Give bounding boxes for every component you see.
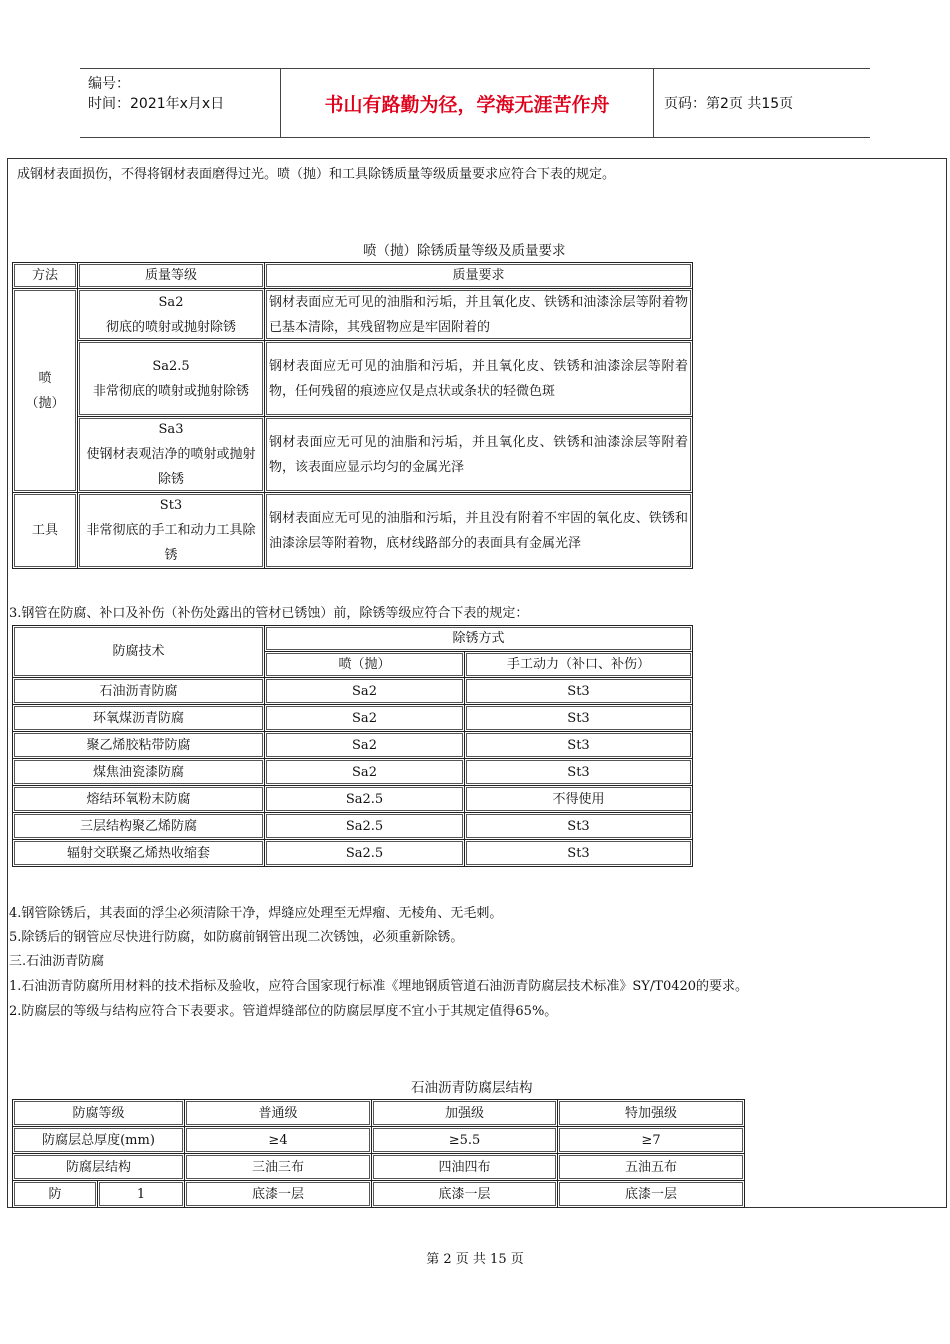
header-cell: 喷（抛） [265, 652, 465, 678]
manual-cell: St3 [465, 840, 693, 867]
serial-label: 编号： [88, 76, 130, 92]
item-3: 3.钢管在防腐、补口及补伤（补伤处露出的管材已锈蚀）前，除锈等级应符合下表的规定： [9, 606, 529, 621]
table-row [13, 678, 693, 705]
blast-cell: Sa2 [265, 705, 465, 732]
table-row [13, 840, 693, 867]
table-row [13, 786, 693, 813]
manual-cell: St3 [465, 732, 693, 759]
requirement-cell: 钢材表面应无可见的油脂和污垢，并且氧化皮、铁锈和油漆涂层等附着物已基本清除，其残留物应是牢固附着的 [265, 289, 693, 341]
blast-cell: Sa2.5 [265, 813, 465, 840]
manual-cell: St3 [465, 705, 693, 732]
header-cell: 手工动力（补口、补伤） [465, 652, 693, 678]
table-row [13, 813, 693, 840]
table-row [13, 417, 693, 493]
header-cell: 除锈方式 [265, 626, 693, 652]
header-cell: 防腐技术 [13, 626, 265, 678]
table-row [13, 759, 693, 786]
tech-cell: 三层结构聚乙烯防腐 [13, 813, 265, 840]
table-row [13, 1181, 745, 1208]
blast-cell: Sa2 [265, 732, 465, 759]
value-cell: 底漆一层 [185, 1181, 372, 1208]
table3-caption: 石油沥青防腐层结构 [411, 1080, 533, 1096]
value-cell: 加强级 [372, 1100, 558, 1127]
grade-cell: Sa2.5 非常彻底的喷射或抛射除锈 [78, 341, 265, 417]
item-5: 5.除锈后的钢管应尽快进行防腐，如防腐前钢管出现二次锈蚀，必须重新除锈。 [9, 930, 464, 945]
blast-cell: Sa2.5 [265, 840, 465, 867]
asphalt-coating-structure-table [12, 1099, 745, 1208]
manual-cell: St3 [465, 813, 693, 840]
value-cell: 四油四布 [372, 1154, 558, 1181]
manual-cell: 不得使用 [465, 786, 693, 813]
header-page-cell [654, 69, 870, 137]
tech-cell: 石油沥青防腐 [13, 678, 265, 705]
table-header-row [13, 626, 693, 652]
header-motto-cell [281, 69, 654, 137]
table-row [13, 732, 693, 759]
page-info: 页码：第2页 共15页 [664, 96, 794, 112]
tech-cell: 聚乙烯胶粘带防腐 [13, 732, 265, 759]
blast-cell: Sa2 [265, 759, 465, 786]
table-row [13, 341, 693, 417]
label-cell: 防腐层总厚度(mm) [13, 1127, 185, 1154]
rust-removal-grade-table [12, 262, 693, 569]
grade-cell: St3 非常彻底的手工和动力工具除锈 [78, 493, 265, 569]
time-label: 时间：2021年x月x日 [88, 96, 225, 112]
table-row [13, 289, 693, 341]
anticorrosion-rust-table [12, 625, 693, 867]
table-header-row [13, 263, 693, 289]
label-cell: 防 [13, 1181, 98, 1208]
method-cell: 工具 [13, 493, 78, 569]
grade-cell: Sa3 使钢材表观洁净的喷射或抛射除锈 [78, 417, 265, 493]
value-cell: 底漆一层 [372, 1181, 558, 1208]
page-header [80, 68, 870, 138]
header-cell: 质量等级 [78, 263, 265, 289]
value-cell: ≥4 [185, 1127, 372, 1154]
section-3-title: 三.石油沥青防腐 [9, 954, 105, 969]
table-row [13, 705, 693, 732]
requirement-cell: 钢材表面应无可见的油脂和污垢，并且氧化皮、铁锈和油漆涂层等附着物，该表面应显示均匀的金属光泽 [265, 417, 693, 493]
value-cell: 三油三布 [185, 1154, 372, 1181]
value-cell: 特加强级 [558, 1100, 745, 1127]
value-cell: 五油五布 [558, 1154, 745, 1181]
label-cell: 防腐层结构 [13, 1154, 185, 1181]
manual-cell: St3 [465, 759, 693, 786]
requirement-cell: 钢材表面应无可见的油脂和污垢，并且氧化皮、铁锈和油漆涂层等附着物，任何残留的痕迹应仅是点状或条状的轻微色斑 [265, 341, 693, 417]
label-cell: 防腐等级 [13, 1100, 185, 1127]
index-cell: 1 [98, 1181, 185, 1208]
table-row [13, 493, 693, 569]
table1-caption: 喷（抛）除锈质量等级及质量要求 [363, 243, 566, 259]
grade-cell: Sa2 彻底的喷射或抛射除锈 [78, 289, 265, 341]
header-meta [80, 69, 281, 137]
value-cell: ≥7 [558, 1127, 745, 1154]
value-cell: ≥5.5 [372, 1127, 558, 1154]
table-row [13, 1154, 745, 1181]
section-3-item-1: 1.石油沥青防腐所用材料的技术指标及验收，应符合国家现行标准《埋地钢质管道石油沥青防腐层技术标准》SY/T0420的要求。 [9, 979, 749, 994]
header-cell: 质量要求 [265, 263, 693, 289]
header-cell: 方法 [13, 263, 78, 289]
tech-cell: 辐射交联聚乙烯热收缩套 [13, 840, 265, 867]
section-3-item-2: 2.防腐层的等级与结构应符合下表要求。管道焊缝部位的防腐层厚度不宜小于其规定值得65%。 [9, 1004, 558, 1019]
value-cell: 底漆一层 [558, 1181, 745, 1208]
blast-cell: Sa2.5 [265, 786, 465, 813]
content-frame [7, 158, 947, 1208]
tech-cell: 环氧煤沥青防腐 [13, 705, 265, 732]
requirement-cell: 钢材表面应无可见的油脂和污垢，并且没有附着不牢固的氧化皮、铁锈和油漆涂层等附着物，底材线路部分的表面具有金属光泽 [265, 493, 693, 569]
table-row [13, 1100, 745, 1127]
page-footer: 第 2 页 共 15 页 [426, 1252, 524, 1267]
manual-cell: St3 [465, 678, 693, 705]
blast-cell: Sa2 [265, 678, 465, 705]
motto: 书山有路勤为径，学海无涯苦作舟 [324, 93, 610, 116]
tech-cell: 熔结环氧粉末防腐 [13, 786, 265, 813]
value-cell: 普通级 [185, 1100, 372, 1127]
method-cell: 喷 （抛） [13, 289, 78, 493]
item-4: 4.钢管除锈后，其表面的浮尘必须清除干净，焊缝应处理至无焊瘤、无棱角、无毛刺。 [9, 906, 503, 921]
table-row [13, 1127, 745, 1154]
intro-line: 成钢材表面损伤，不得将钢材表面磨得过光。喷（抛）和工具除锈质量等级质量要求应符合下表的规定。 [17, 167, 616, 182]
tech-cell: 煤焦油瓷漆防腐 [13, 759, 265, 786]
